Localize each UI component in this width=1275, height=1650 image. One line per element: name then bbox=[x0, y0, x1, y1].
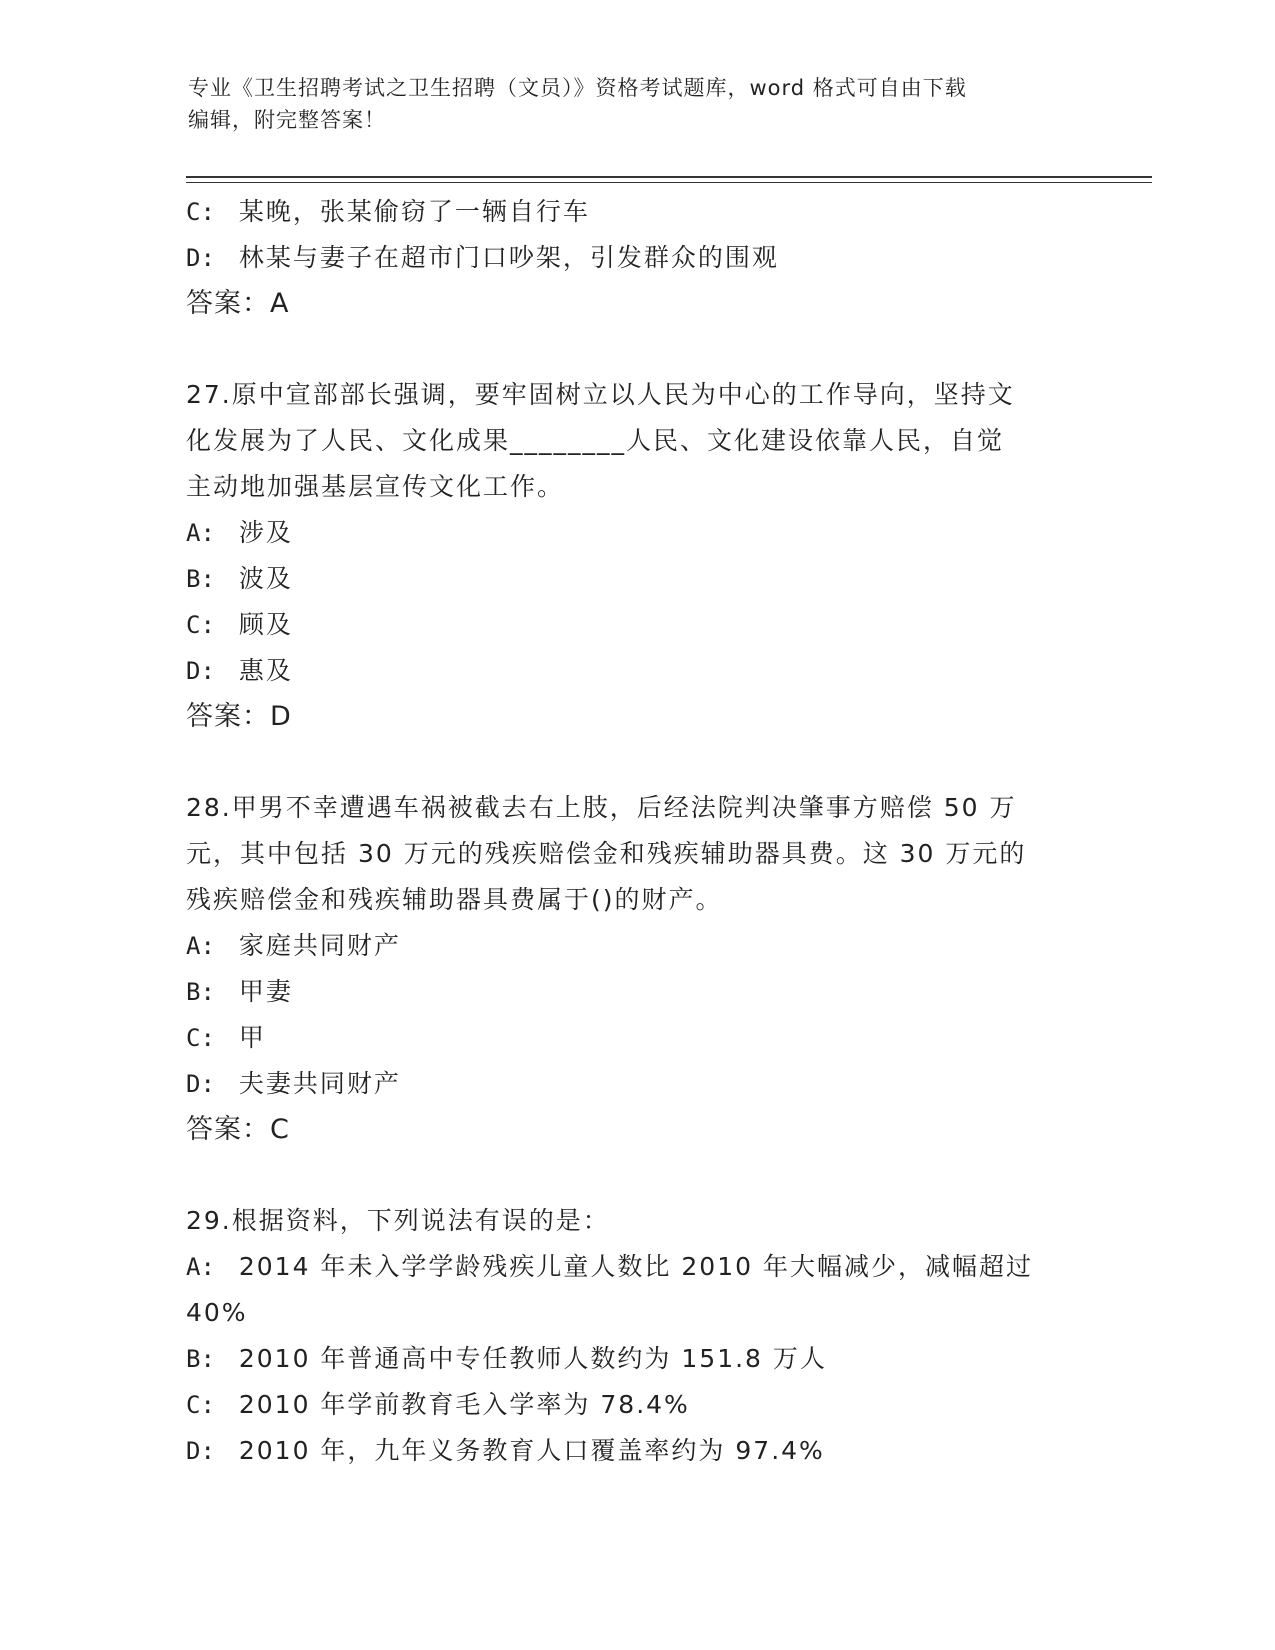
option-letter: D: bbox=[186, 1437, 215, 1465]
question-29 bbox=[186, 1198, 1086, 1474]
question-stem-line: 主动地加强基层宣传文化工作。 bbox=[186, 472, 565, 501]
option-c bbox=[186, 189, 1086, 235]
option-d bbox=[186, 235, 1086, 281]
header-divider-thick bbox=[186, 176, 1152, 178]
option-text: 林某与妻子在超市门口吵架，引发群众的围观 bbox=[238, 243, 779, 272]
option-c bbox=[186, 1015, 1086, 1061]
header-line-1: 专业《卫生招聘考试之卫生招聘（文员）》资格考试题库，word 格式可自由下载 bbox=[188, 76, 967, 100]
option-text: 2010 年普通高中专任教师人数约为 151.8 万人 bbox=[238, 1344, 827, 1373]
option-b bbox=[186, 969, 1086, 1015]
option-d bbox=[186, 1428, 1086, 1474]
option-c bbox=[186, 602, 1086, 648]
option-a bbox=[186, 1244, 1086, 1290]
option-text: 某晚，张某偷窃了一辆自行车 bbox=[238, 197, 590, 226]
option-text: 2010 年学前教育毛入学率为 78.4% bbox=[238, 1390, 690, 1419]
option-letter: B: bbox=[186, 565, 215, 593]
spacer bbox=[186, 327, 1086, 372]
answer-line: 答案：C bbox=[186, 1114, 290, 1145]
option-text: 惠及 bbox=[238, 656, 293, 685]
option-text: 顾及 bbox=[238, 610, 293, 639]
option-text: 甲妻 bbox=[238, 977, 293, 1006]
option-text: 2014 年未入学学龄残疾儿童人数比 2010 年大幅减少，减幅超过 bbox=[238, 1252, 1033, 1281]
option-letter: A: bbox=[186, 932, 215, 960]
option-letter: D: bbox=[186, 1070, 215, 1098]
question-content bbox=[186, 189, 1086, 1474]
option-text: 甲 bbox=[238, 1023, 266, 1052]
option-a bbox=[186, 510, 1086, 556]
answer-line: 答案：D bbox=[186, 701, 292, 732]
option-letter: C: bbox=[186, 1024, 215, 1052]
option-text: 夫妻共同财产 bbox=[238, 1069, 401, 1098]
question-28 bbox=[186, 785, 1086, 1153]
option-letter: C: bbox=[186, 198, 215, 226]
question-stem-line: 29.根据资料，下列说法有误的是： bbox=[186, 1206, 610, 1235]
option-c bbox=[186, 1382, 1086, 1428]
option-text: 波及 bbox=[238, 564, 293, 593]
option-letter: B: bbox=[186, 978, 215, 1006]
option-letter: D: bbox=[186, 657, 215, 685]
question-27 bbox=[186, 372, 1086, 740]
question-stem-line: 27.原中宣部部长强调，要牢固树立以人民为中心的工作导向，坚持文 bbox=[186, 380, 1015, 409]
question-stem-line: 化发展为了人民、文化成果________人民、文化建设依靠人民，自觉 bbox=[186, 426, 1005, 455]
option-a-continuation bbox=[186, 1290, 1086, 1336]
option-text: 涉及 bbox=[238, 518, 293, 547]
option-text: 家庭共同财产 bbox=[238, 931, 401, 960]
option-d bbox=[186, 648, 1086, 694]
answer-line: 答案：A bbox=[186, 288, 290, 319]
option-letter: D: bbox=[186, 244, 215, 272]
question-stem-line: 28.甲男不幸遭遇车祸被截去右上肢，后经法院判决肇事方赔偿 50 万 bbox=[186, 793, 1017, 822]
option-a bbox=[186, 923, 1086, 969]
option-letter: C: bbox=[186, 1391, 215, 1419]
question-stem-line: 残疾赔偿金和残疾辅助器具费属于()的财产。 bbox=[186, 885, 723, 914]
question-stem-line: 元，其中包括 30 万元的残疾赔偿金和残疾辅助器具费。这 30 万元的 bbox=[186, 839, 1027, 868]
header-line-2: 编辑，附完整答案！ bbox=[188, 108, 386, 132]
option-letter: B: bbox=[186, 1345, 215, 1373]
option-b bbox=[186, 1336, 1086, 1382]
option-text: 2010 年，九年义务教育人口覆盖率约为 97.4% bbox=[238, 1436, 825, 1465]
spacer bbox=[186, 1153, 1086, 1198]
option-letter: A: bbox=[186, 519, 215, 547]
header-divider-thin bbox=[186, 182, 1152, 183]
prev-question bbox=[186, 189, 1086, 327]
option-d bbox=[186, 1061, 1086, 1107]
option-letter: C: bbox=[186, 611, 215, 639]
document-header bbox=[188, 72, 1088, 136]
spacer bbox=[186, 740, 1086, 785]
option-text: 40% bbox=[186, 1298, 248, 1327]
option-b bbox=[186, 556, 1086, 602]
option-letter: A: bbox=[186, 1253, 215, 1281]
